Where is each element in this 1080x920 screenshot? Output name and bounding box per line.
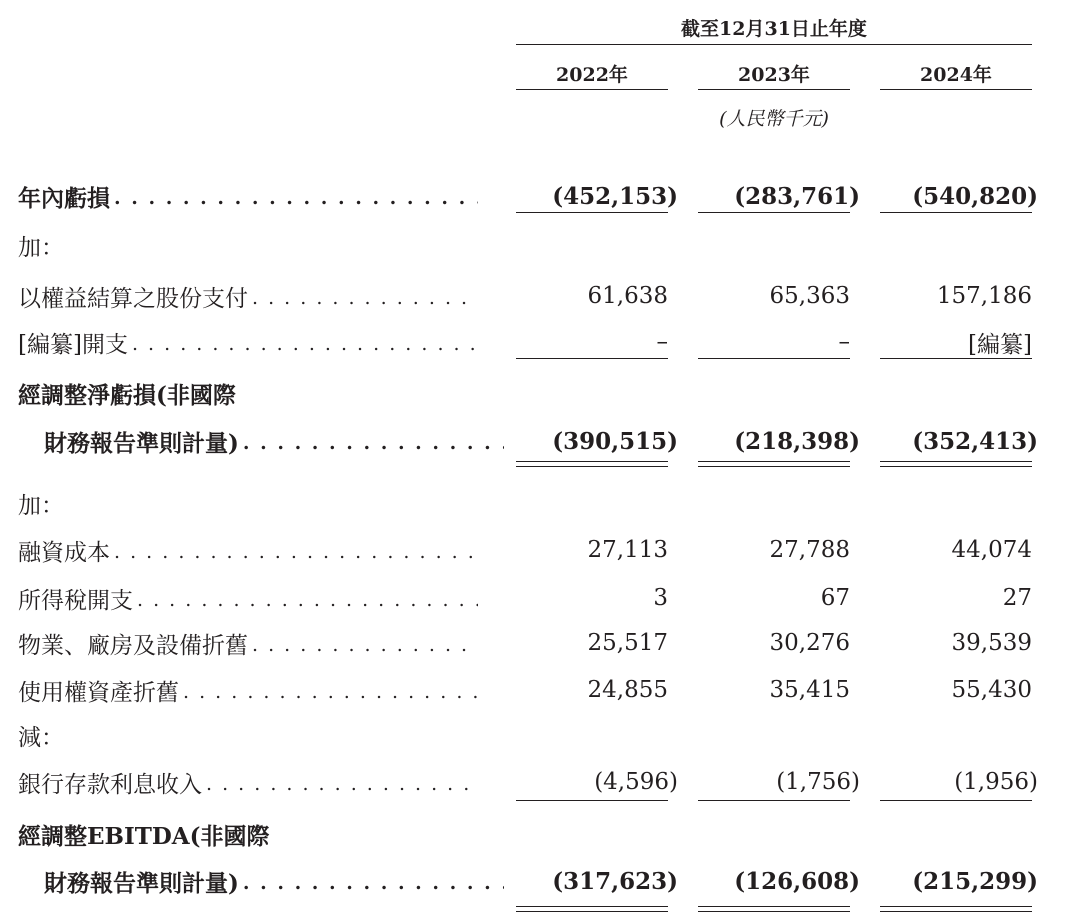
table-row-ppe-depreciation [0,623,1080,663]
dot-leader [202,773,478,795]
year-rule-2023 [698,89,850,90]
table-row-share-based-payment [0,276,1080,316]
table-row-adjusted-ebitda [0,861,1080,901]
value-2022: (317,623) [552,867,678,895]
dot-leader [248,287,478,309]
subtotal-rule-2022 [516,212,668,213]
total-double-rule-2023 [698,461,850,467]
year-header-2023: 2023年 [738,64,810,86]
row-label: 使用權資產折舊 [18,679,179,706]
row-label: 經調整淨虧損(非國際 [18,381,236,409]
row-label: 財務報告準則計量) [44,869,239,897]
value-2023: 65,363 [769,283,850,309]
unit-label: (人民幣千元) [719,108,829,130]
value-2024: (352,413) [912,427,1038,455]
total-double-rule-2023 [698,906,850,912]
row-label: 財務報告準則計量) [44,429,239,457]
table-row-adjusted-net-loss [0,421,1080,461]
subtotal-rule-2023 [698,358,850,359]
dot-leader [248,634,478,656]
value-2022: (452,153) [552,182,678,210]
table-row-add-heading [0,483,1080,523]
row-label: 加： [18,234,64,261]
value-2022: 25,517 [587,630,668,656]
period-header: 截至12月31日止年度 [681,18,867,40]
table-row-rou-depreciation [0,670,1080,710]
dot-leader [133,589,478,611]
year-rule-2024 [880,89,1032,90]
value-2022: – [656,329,668,355]
total-double-rule-2022 [516,461,668,467]
dot-leader [239,872,504,894]
row-label: 以權益結算之股份支付 [18,285,248,312]
total-double-rule-2022 [516,906,668,912]
value-2022: (4,596) [594,769,678,795]
subtotal-rule-2024 [880,212,1032,213]
value-2023: 27,788 [769,537,850,563]
value-2024: [編纂] [968,331,1032,358]
value-2024: (540,820) [912,182,1038,210]
value-2024: 55,430 [951,677,1032,703]
value-2023: 30,276 [769,630,850,656]
subtotal-rule-2023 [698,800,850,801]
row-label: 所得稅開支 [18,587,133,614]
period-rule [516,44,1032,45]
value-2022: 24,855 [587,677,668,703]
value-2022: 3 [653,585,668,611]
table-row-loss-for-year [0,176,1080,216]
row-label: 物業、廠房及設備折舊 [18,632,248,659]
subtotal-rule-2022 [516,800,668,801]
value-2022: 61,638 [587,283,668,309]
table-row-add-heading [0,225,1080,265]
table-row-redacted-expenses [0,322,1080,362]
year-header-2022: 2022年 [556,64,628,86]
year-header-2024: 2024年 [920,64,992,86]
value-2023: (218,398) [734,427,860,455]
table-row-bank-interest-income [0,762,1080,802]
value-2024: 39,539 [951,630,1032,656]
value-2024: 27 [1002,585,1032,611]
dot-leader [128,333,478,355]
total-double-rule-2024 [880,906,1032,912]
value-2024: (1,956) [954,769,1038,795]
dot-leader [110,187,478,209]
value-2024: 157,186 [936,283,1032,309]
value-2022: (390,515) [552,427,678,455]
subtotal-rule-2024 [880,358,1032,359]
dot-leader [239,432,504,454]
row-label: 加： [18,492,64,519]
row-label: [編纂]開支 [18,331,128,358]
value-2024: (215,299) [912,867,1038,895]
table-row-income-tax [0,578,1080,618]
value-2023: (283,761) [734,182,860,210]
table-row-adjusted-net-loss-title [0,373,1080,413]
value-2023: (126,608) [734,867,860,895]
value-2023: 67 [820,585,850,611]
value-2023: (1,756) [776,769,860,795]
total-double-rule-2024 [880,461,1032,467]
table-row-finance-costs [0,530,1080,570]
dot-leader [179,681,478,703]
row-label: 融資成本 [18,539,110,566]
value-2023: 35,415 [769,677,850,703]
row-label: 經調整EBITDA(非國際 [18,822,270,850]
subtotal-rule-2024 [880,800,1032,801]
subtotal-rule-2022 [516,358,668,359]
dot-leader [110,541,478,563]
row-label: 銀行存款利息收入 [18,771,202,798]
year-rule-2022 [516,89,668,90]
row-label: 年內虧損 [18,184,110,212]
value-2023: – [838,329,850,355]
subtotal-rule-2023 [698,212,850,213]
table-row-less-heading [0,715,1080,755]
value-2024: 44,074 [951,537,1032,563]
value-2022: 27,113 [587,537,668,563]
row-label: 減： [18,724,64,751]
table-row-adjusted-ebitda-title [0,814,1080,854]
